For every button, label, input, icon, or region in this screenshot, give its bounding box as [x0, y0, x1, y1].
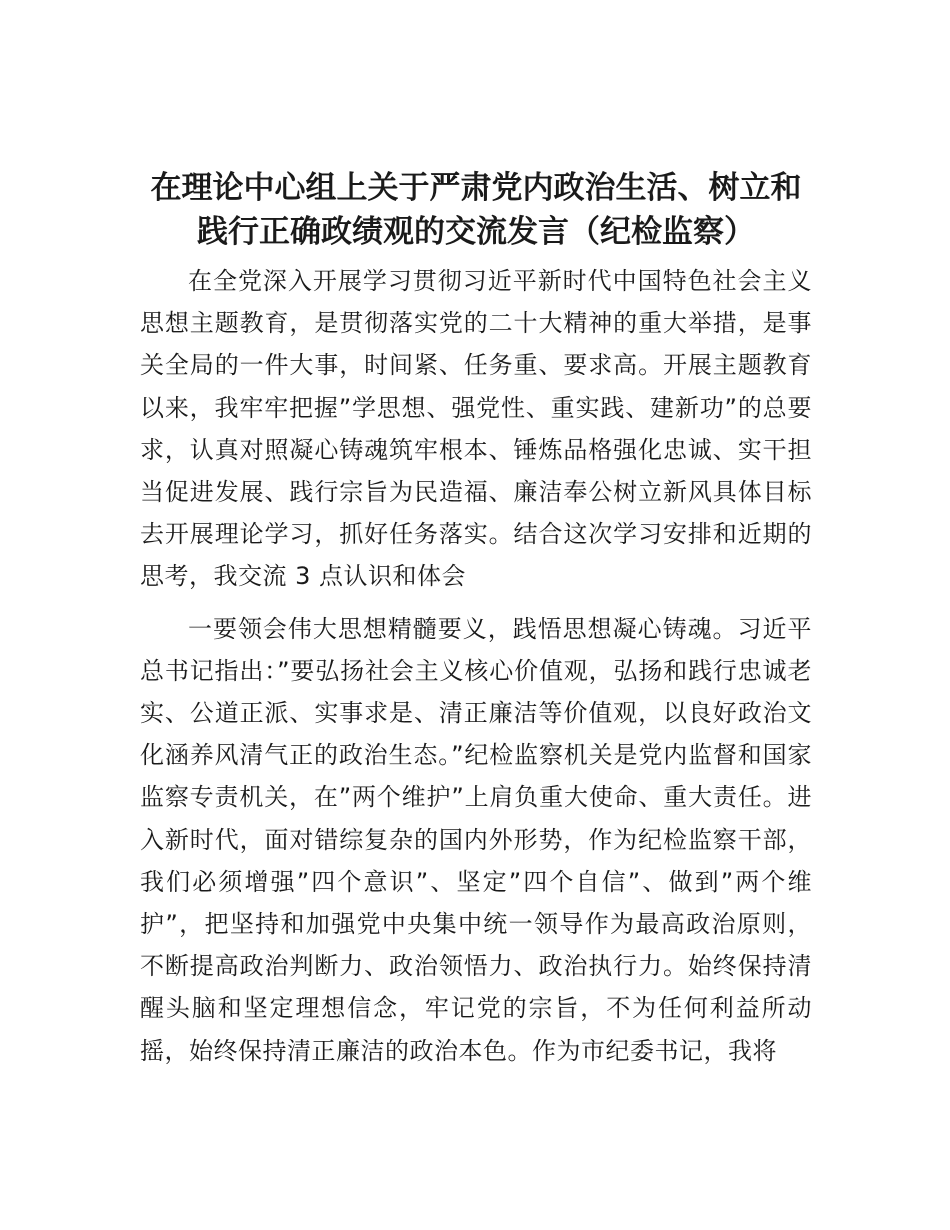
- paragraph-point-one: 一要领会伟大思想精髓要义，践悟思想凝心铸魂。习近平总书记指出：”要弘扬社会主义核心价值观，弘扬和践行忠诚老实、公道正派、实事求是、清正廉洁等价值观，以良好政治文化涵养风清气正的政治生态。”纪检监察机关是党内监督和国家监察专责机关，在”两个维护”上肩负重大使命、重大责任。进入新时代，面对错综复杂的国内外形势，作为纪检监察干部，我们必须增强”四个意识”、坚定”四个自信”、做到”两个维护”，把坚持和加强党中央集中统一领导作为最高政治原则，不断提高政治判断力、政治领悟力、政治执行力。始终保持清醒头脑和坚定理想信念，牢记党的宗旨，不为任何利益所动摇，始终保持清正廉洁的政治本色。作为市纪委书记，我将: [140, 614, 812, 1065]
- document-page: [140, 166, 812, 1072]
- paragraph-intro: 在全党深入开展学习贯彻习近平新时代中国特色社会主义思想主题教育，是贯彻落实党的二十大精神的重大举措，是事关全局的一件大事，时间紧、任务重、要求高。开展主题教育以来，我牢牢把握”学思想、强党性、重实践、建新功”的总要求，认真对照凝心铸魂筑牢根本、锤炼品格强化忠诚、实干担当促进发展、践行宗旨为民造福、廉洁奉公树立新风具体目标去开展理论学习，抓好任务落实。结合这次学习安排和近期的思考，我交流 3 点认识和体会: [140, 267, 812, 591]
- document-title: 在理论中心组上关于严肃党内政治生活、树立和践行正确政绩观的交流发言（纪检监察）: [150, 170, 802, 250]
